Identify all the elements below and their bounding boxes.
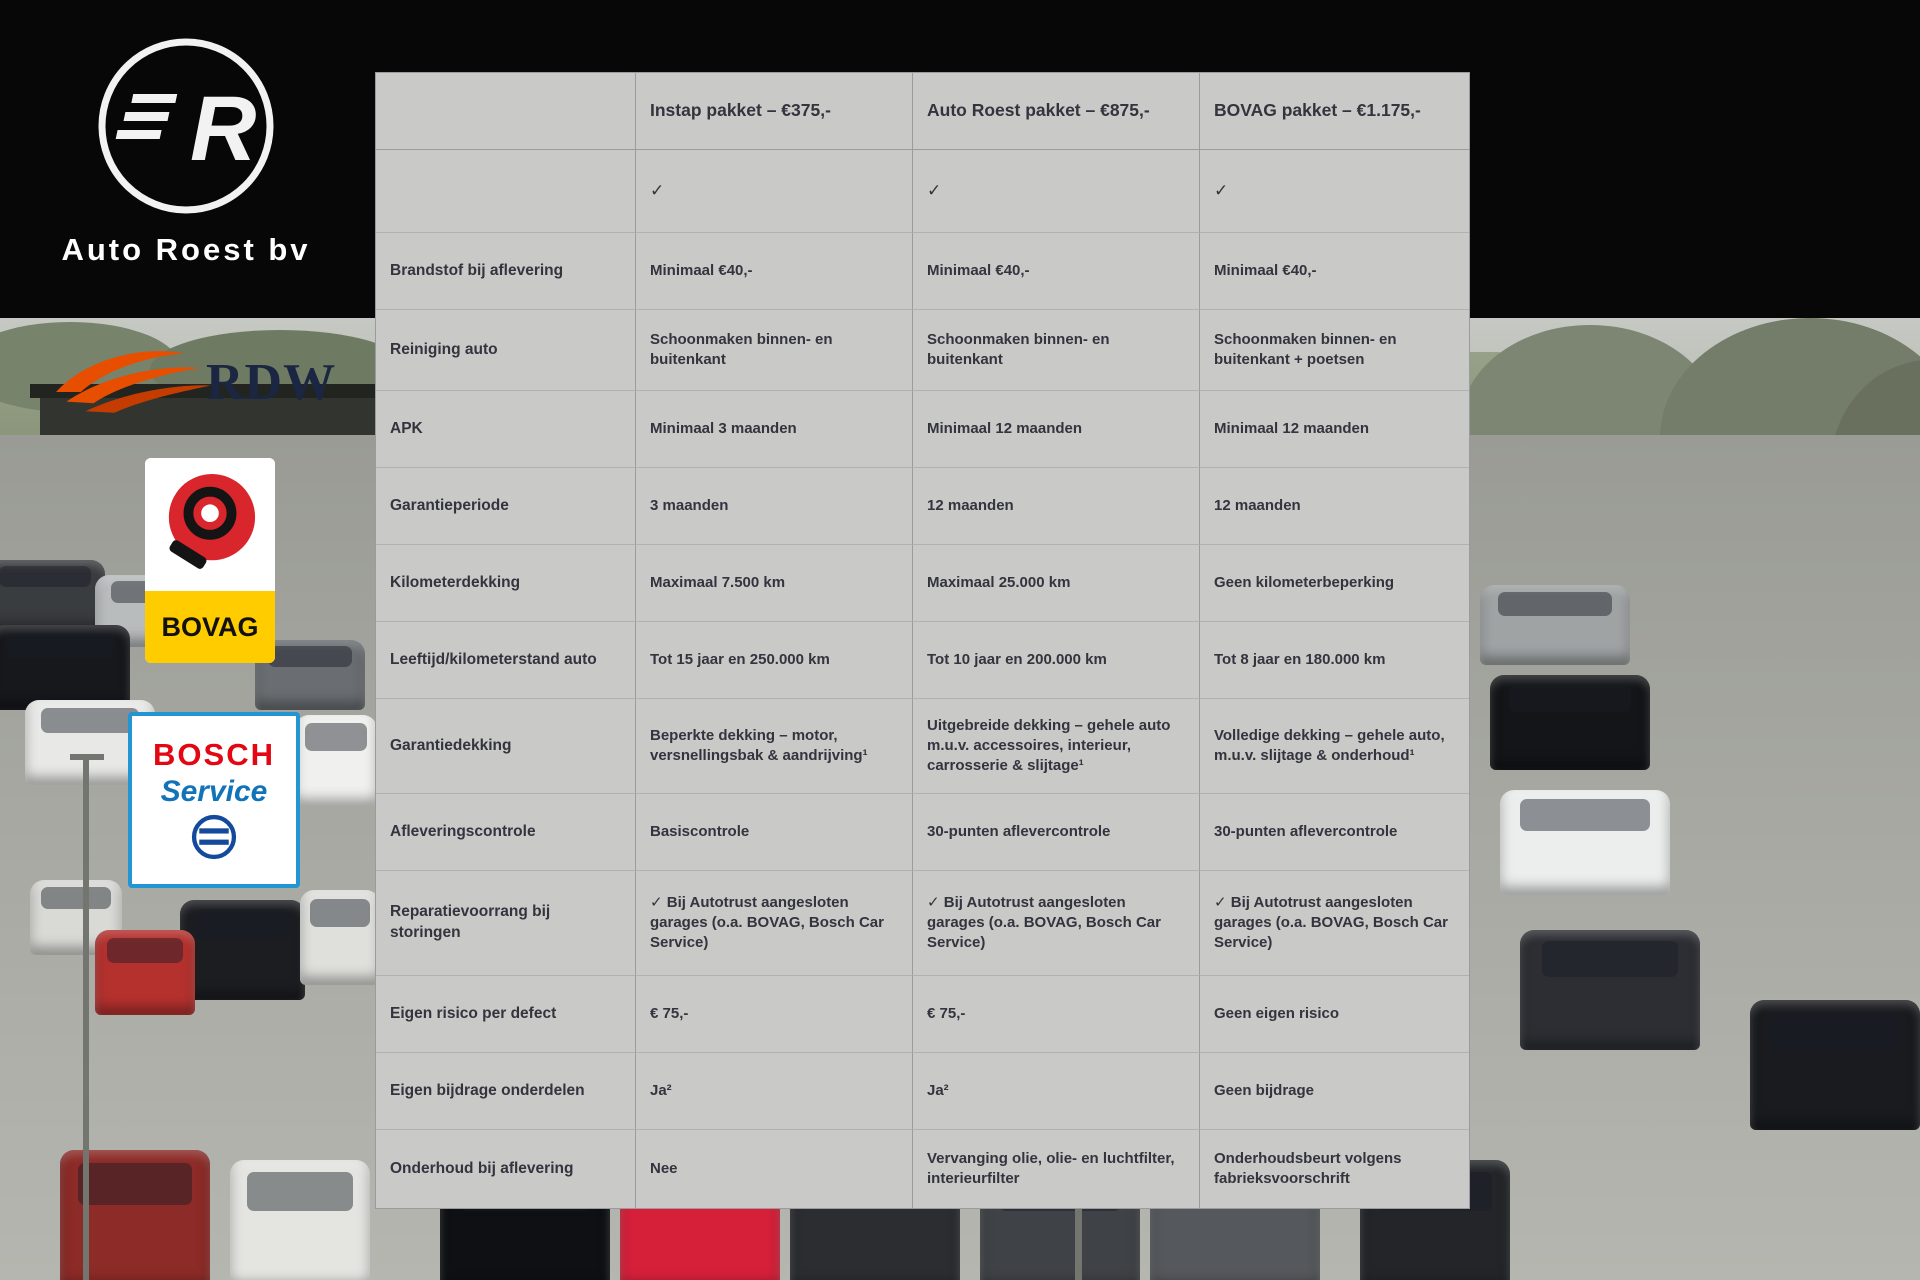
table-cell: Basiscontrole [636, 794, 913, 871]
car-shape [1500, 790, 1670, 895]
rdw-logo [52, 332, 342, 432]
table-cell: ✓ Bij Autotrust aangesloten garages (o.a. BOVAG, Bosch Car Service) [636, 871, 913, 976]
bovag-emblem-icon [161, 470, 259, 580]
table-cell: Tot 15 jaar en 250.000 km [636, 622, 913, 699]
lamp-post-arm [70, 754, 104, 760]
table-row [376, 545, 1469, 622]
table-row [376, 1053, 1469, 1130]
table-cell: Schoonmaken binnen- en buitenkant + poetsen [1200, 310, 1469, 391]
table-row [376, 468, 1469, 545]
car-shape [1520, 930, 1700, 1050]
table-row [376, 622, 1469, 699]
table-cell: Volledige dekking – gehele auto, m.u.v. slijtage & onderhoud¹ [1200, 699, 1469, 794]
row-label: Onderhoud bij aflevering [376, 1130, 636, 1208]
car-shape [0, 560, 105, 630]
table-cell: € 75,- [913, 976, 1200, 1053]
table-cell: Geen bijdrage [1200, 1053, 1469, 1130]
table-cell: ✓ Bij Autotrust aangesloten garages (o.a. BOVAG, Bosch Car Service) [913, 871, 1200, 976]
table-row [376, 871, 1469, 976]
table-cell: Maximaal 25.000 km [913, 545, 1200, 622]
table-cell: Geen eigen risico [1200, 976, 1469, 1053]
table-row [376, 699, 1469, 794]
table-cell: Onderhoudsbeurt volgens fabrieksvoorschrift [1214, 1149, 1402, 1187]
table-row [376, 794, 1469, 871]
row-label: Eigen risico per defect [376, 976, 636, 1053]
table-cell: Geen kilometerbeperking [1200, 545, 1469, 622]
column-header-bovag: BOVAG pakket – €1.175,- [1200, 73, 1469, 150]
table-cell: ✓ Bij Autotrust aangesloten garages (o.a. BOVAG, Bosch Car Service) [1200, 871, 1469, 976]
row-label: Leeftijd/kilometerstand auto [376, 622, 636, 699]
table-cell: 12 maanden [1200, 468, 1469, 545]
bovag-emblem [145, 458, 275, 591]
car-shape [180, 900, 305, 1000]
car-shape [1750, 1000, 1920, 1130]
row-label: Garantieperiode [376, 468, 636, 545]
table-cell: Tot 10 jaar en 200.000 km [913, 622, 1200, 699]
row-label: Reparatievoorrang bij storingen [376, 871, 636, 976]
package-comparison-table [375, 72, 1470, 1209]
table-cell: Schoonmaken binnen- en buitenkant [636, 310, 913, 391]
car-shape [295, 715, 377, 807]
logo-letter: R [190, 78, 257, 180]
car-shape [230, 1160, 370, 1280]
row-label: APK [376, 391, 636, 468]
table-cell: ✓ [1200, 150, 1469, 233]
table-cell: Schoonmaken binnen- en buitenkant [913, 310, 1200, 391]
table-row [376, 391, 1469, 468]
car-shape [95, 930, 195, 1015]
table-cell: Tot 8 jaar en 180.000 km [1200, 622, 1469, 699]
row-label: Eigen bijdrage onderdelen [376, 1053, 636, 1130]
table-cell: 30-punten aflevercontrole [1200, 794, 1469, 871]
bosch-service-logo [128, 712, 300, 888]
table-cell: Maximaal 7.500 km [636, 545, 913, 622]
bovag-label: BOVAG [161, 611, 259, 642]
rdw-label: RDW [206, 353, 337, 411]
table-cell: Nee [636, 1130, 913, 1208]
brand-logo-box [0, 0, 372, 318]
table-cell: Beperkte dekking – motor, versnellingsbak & aandrijving¹ [636, 699, 913, 794]
table-cell: Ja² [913, 1053, 1200, 1130]
car-shape [1480, 585, 1630, 665]
row-label: Garantiedekking [376, 699, 636, 794]
table-row [376, 150, 1469, 233]
car-shape [300, 890, 380, 985]
table-cell: Minimaal €40,- [913, 233, 1200, 310]
header-empty-cell [376, 73, 636, 150]
table-cell: 12 maanden [913, 468, 1200, 545]
row-label: Brandstof bij aflevering [376, 233, 636, 310]
table-cell: € 75,- [636, 976, 913, 1053]
table-cell: Minimaal €40,- [636, 233, 913, 310]
brand-name: Auto Roest bv [61, 232, 311, 267]
bosch-label: BOSCH [153, 737, 275, 772]
table-header-row [376, 73, 1469, 150]
row-label: Reiniging auto [376, 310, 636, 391]
table-row [376, 1130, 1469, 1208]
table-row [376, 310, 1469, 391]
table-cell: ✓ [636, 150, 913, 233]
table-cell: Minimaal 3 maanden [636, 391, 913, 468]
package-table-body [376, 150, 1469, 1208]
table-cell: Uitgebreide dekking – gehele auto m.u.v. accessoires, interieur, carrosserie & slijtage¹ [913, 699, 1200, 794]
table-cell: Minimaal 12 maanden [913, 391, 1200, 468]
row-label: Afleveringscontrole [376, 794, 636, 871]
car-shape [0, 625, 130, 710]
bosch-service-label: Service [160, 775, 268, 808]
table-cell: Vervanging olie, olie- en luchtfilter, interieurfilter [913, 1130, 1200, 1208]
bosch-armature-icon [188, 811, 240, 863]
bovag-logo [145, 458, 275, 663]
rdw-wing-icon [52, 336, 212, 428]
table-cell: Ja² [636, 1053, 913, 1130]
table-cell: Minimaal €40,- [1200, 233, 1469, 310]
column-header-auto-roest: Auto Roest pakket – €875,- [913, 73, 1200, 150]
lamp-post [83, 758, 89, 1280]
auto-roest-logo-icon [94, 34, 278, 218]
car-shape [1490, 675, 1650, 770]
row-label: Kilometerdekking [376, 545, 636, 622]
table-cell: 30-punten aflevercontrole [913, 794, 1200, 871]
bovag-wordmark-band [145, 591, 275, 663]
row-label [376, 150, 636, 233]
table-cell: ✓ [913, 150, 1200, 233]
table-cell: Minimaal 12 maanden [1200, 391, 1469, 468]
table-cell: 3 maanden [636, 468, 913, 545]
table-row [376, 976, 1469, 1053]
column-header-instap: Instap pakket – €375,- [636, 73, 913, 150]
table-row [376, 233, 1469, 310]
